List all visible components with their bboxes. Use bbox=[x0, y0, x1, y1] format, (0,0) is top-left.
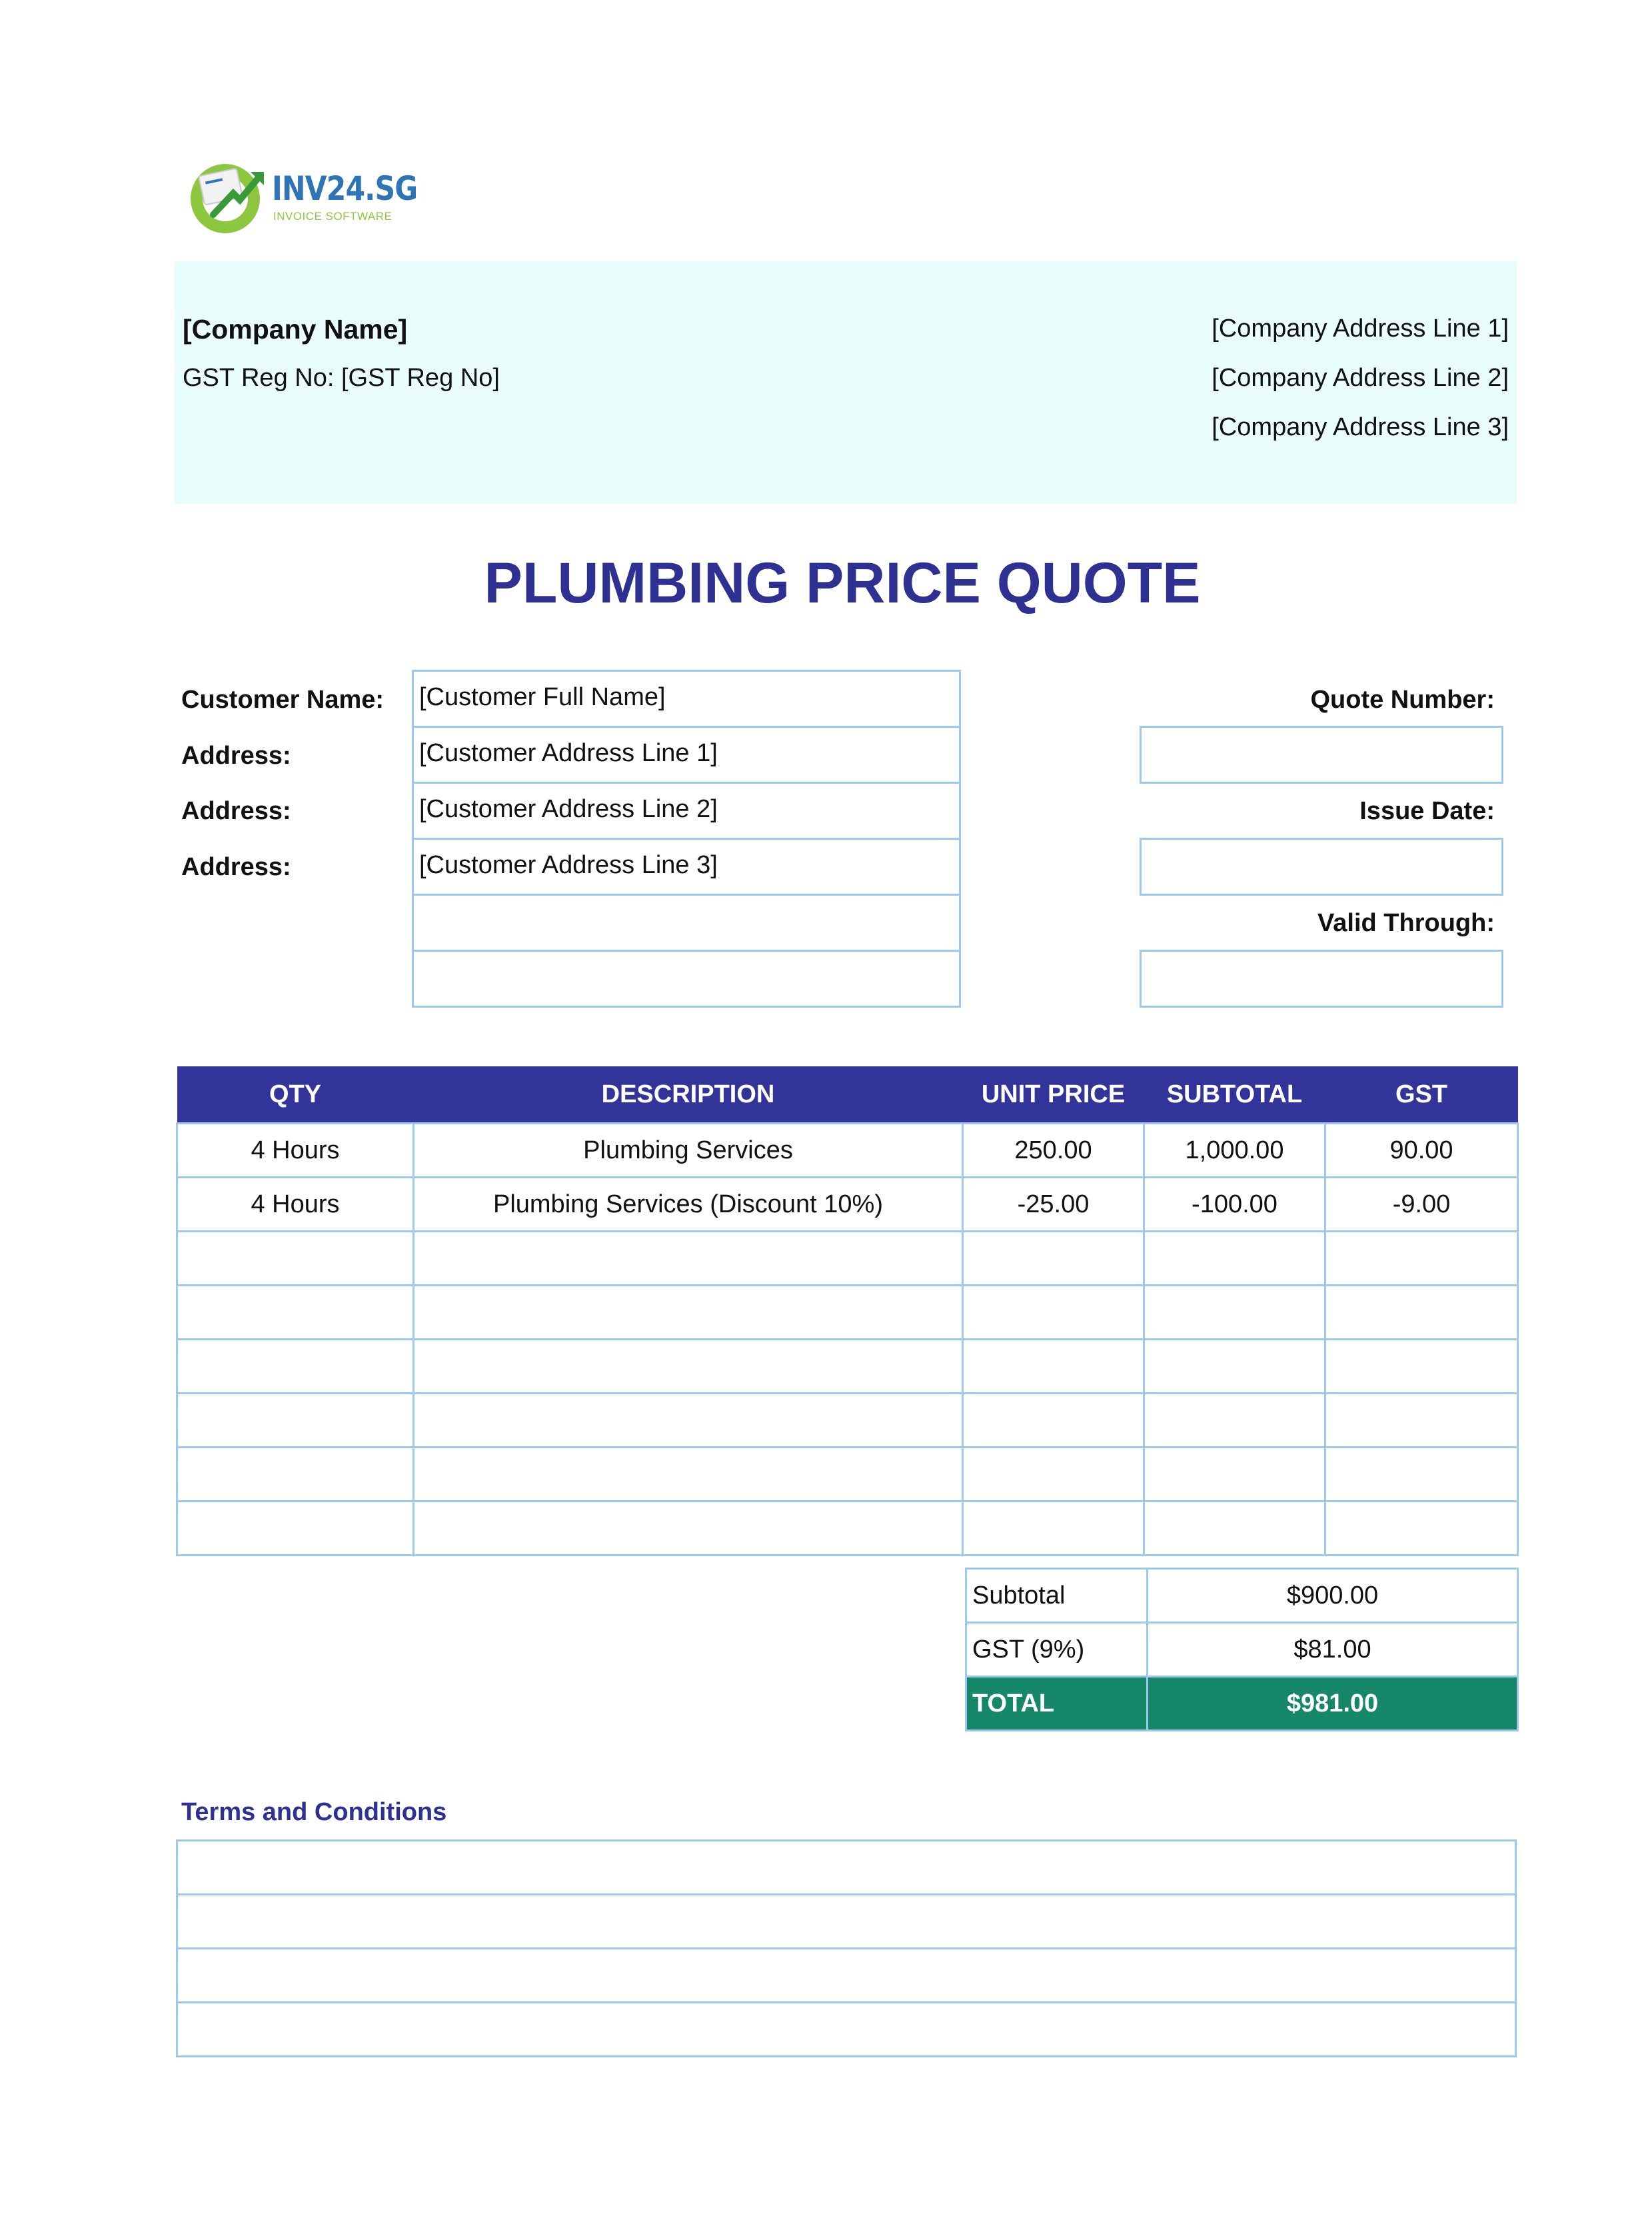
table-row bbox=[177, 1502, 1518, 1556]
cell-gst[interactable] bbox=[1325, 1394, 1518, 1448]
terms-title: Terms and Conditions bbox=[181, 1798, 447, 1826]
terms-line bbox=[177, 1841, 1516, 1895]
cell-subtotal[interactable]: -100.00 bbox=[1144, 1178, 1325, 1232]
quote-number-field[interactable] bbox=[1140, 726, 1503, 784]
total-row bbox=[966, 1677, 1518, 1731]
cell-gst[interactable] bbox=[1325, 1286, 1518, 1340]
company-name: [Company Name] bbox=[183, 314, 408, 345]
cell-qty[interactable] bbox=[177, 1394, 414, 1448]
subtotal-row bbox=[966, 1569, 1518, 1623]
issue-date-label: Issue Date: bbox=[1359, 797, 1495, 825]
cell-description[interactable] bbox=[414, 1448, 963, 1502]
cell-unit-price[interactable] bbox=[963, 1448, 1144, 1502]
cell-subtotal[interactable]: 1,000.00 bbox=[1144, 1124, 1325, 1178]
document-title: PLUMBING PRICE QUOTE bbox=[484, 551, 1201, 615]
cell-description[interactable] bbox=[414, 1394, 963, 1448]
cell-subtotal[interactable] bbox=[1144, 1232, 1325, 1286]
cell-gst[interactable]: 90.00 bbox=[1325, 1124, 1518, 1178]
header-description: DESCRIPTION bbox=[414, 1066, 963, 1124]
cell-gst[interactable]: -9.00 bbox=[1325, 1178, 1518, 1232]
table-row bbox=[177, 1178, 1518, 1232]
valid-through-field[interactable] bbox=[1140, 950, 1503, 1008]
cell-unit-price[interactable]: -25.00 bbox=[963, 1178, 1144, 1232]
gst-label: GST (9%) bbox=[966, 1623, 1148, 1677]
cell-subtotal[interactable] bbox=[1144, 1448, 1325, 1502]
company-address-line-2: [Company Address Line 2] bbox=[1212, 364, 1509, 392]
cell-subtotal[interactable] bbox=[1144, 1502, 1325, 1556]
cell-description[interactable] bbox=[414, 1286, 963, 1340]
cell-description[interactable] bbox=[414, 1232, 963, 1286]
totals-table bbox=[965, 1568, 1519, 1731]
terms-line bbox=[177, 2003, 1516, 2057]
cell-unit-price[interactable] bbox=[963, 1286, 1144, 1340]
cell-unit-price[interactable] bbox=[963, 1340, 1144, 1394]
terms-line-field[interactable] bbox=[177, 1949, 1516, 2003]
customer-address-label-1: Address: bbox=[181, 742, 291, 770]
cell-gst[interactable] bbox=[1325, 1502, 1518, 1556]
gst-row bbox=[966, 1623, 1518, 1677]
cell-unit-price[interactable] bbox=[963, 1502, 1144, 1556]
cell-qty[interactable] bbox=[177, 1232, 414, 1286]
customer-extra-field-2[interactable] bbox=[412, 950, 961, 1008]
cell-qty[interactable]: 4 Hours bbox=[177, 1178, 414, 1232]
company-address-line-3: [Company Address Line 3] bbox=[1212, 413, 1509, 441]
cell-description[interactable]: Plumbing Services bbox=[414, 1124, 963, 1178]
customer-address-label-2: Address: bbox=[181, 797, 291, 825]
logo-mark-icon bbox=[187, 157, 268, 237]
cell-subtotal[interactable] bbox=[1144, 1340, 1325, 1394]
cell-qty[interactable]: 4 Hours bbox=[177, 1124, 414, 1178]
cell-unit-price[interactable]: 250.00 bbox=[963, 1124, 1144, 1178]
table-header-row bbox=[177, 1066, 1518, 1124]
cell-subtotal[interactable] bbox=[1144, 1394, 1325, 1448]
customer-address-field-1[interactable]: [Customer Address Line 1] bbox=[412, 726, 961, 784]
cell-qty[interactable] bbox=[177, 1448, 414, 1502]
table-row bbox=[177, 1232, 1518, 1286]
company-gst-reg: GST Reg No: [GST Reg No] bbox=[183, 364, 500, 392]
valid-through-label: Valid Through: bbox=[1317, 909, 1495, 937]
table-row bbox=[177, 1124, 1518, 1178]
cell-gst[interactable] bbox=[1325, 1448, 1518, 1502]
logo-brand-text: INV24.SG bbox=[272, 169, 418, 208]
table-row bbox=[177, 1448, 1518, 1502]
company-header-band bbox=[175, 261, 1517, 504]
cell-description[interactable]: Plumbing Services (Discount 10%) bbox=[414, 1178, 963, 1232]
subtotal-label: Subtotal bbox=[966, 1569, 1148, 1623]
customer-name-label: Customer Name: bbox=[181, 686, 385, 714]
cell-unit-price[interactable] bbox=[963, 1394, 1144, 1448]
terms-line bbox=[177, 1895, 1516, 1949]
cell-gst[interactable] bbox=[1325, 1232, 1518, 1286]
company-address-line-1: [Company Address Line 1] bbox=[1212, 315, 1509, 343]
cell-unit-price[interactable] bbox=[963, 1232, 1144, 1286]
header-subtotal: SUBTOTAL bbox=[1144, 1066, 1325, 1124]
logo-tagline: INVOICE SOFTWARE bbox=[273, 210, 393, 223]
terms-line-field[interactable] bbox=[177, 1895, 1516, 1949]
inv24-logo bbox=[187, 157, 418, 237]
table-row bbox=[177, 1394, 1518, 1448]
gst-value: $81.00 bbox=[1148, 1623, 1518, 1677]
subtotal-value: $900.00 bbox=[1148, 1569, 1518, 1623]
cell-description[interactable] bbox=[414, 1340, 963, 1394]
total-label: TOTAL bbox=[966, 1677, 1148, 1731]
table-row bbox=[177, 1286, 1518, 1340]
terms-line-field[interactable] bbox=[177, 2003, 1516, 2057]
terms-line-field[interactable] bbox=[177, 1841, 1516, 1895]
terms-box bbox=[176, 1839, 1517, 2057]
line-items-table bbox=[176, 1066, 1519, 1556]
table-row bbox=[177, 1340, 1518, 1394]
issue-date-field[interactable] bbox=[1140, 838, 1503, 896]
cell-gst[interactable] bbox=[1325, 1340, 1518, 1394]
cell-qty[interactable] bbox=[177, 1502, 414, 1556]
header-qty: QTY bbox=[177, 1066, 414, 1124]
terms-line bbox=[177, 1949, 1516, 2003]
cell-qty[interactable] bbox=[177, 1340, 414, 1394]
quote-number-label: Quote Number: bbox=[1310, 686, 1495, 714]
cell-qty[interactable] bbox=[177, 1286, 414, 1340]
total-value: $981.00 bbox=[1148, 1677, 1518, 1731]
cell-description[interactable] bbox=[414, 1502, 963, 1556]
header-gst: GST bbox=[1325, 1066, 1518, 1124]
customer-address-field-2[interactable]: [Customer Address Line 2] bbox=[412, 782, 961, 840]
customer-address-field-3[interactable]: [Customer Address Line 3] bbox=[412, 838, 961, 896]
customer-extra-field-1[interactable] bbox=[412, 894, 961, 952]
customer-name-field[interactable]: [Customer Full Name] bbox=[412, 670, 961, 728]
header-unit-price: UNIT PRICE bbox=[963, 1066, 1144, 1124]
cell-subtotal[interactable] bbox=[1144, 1286, 1325, 1340]
customer-address-label-3: Address: bbox=[181, 853, 291, 881]
